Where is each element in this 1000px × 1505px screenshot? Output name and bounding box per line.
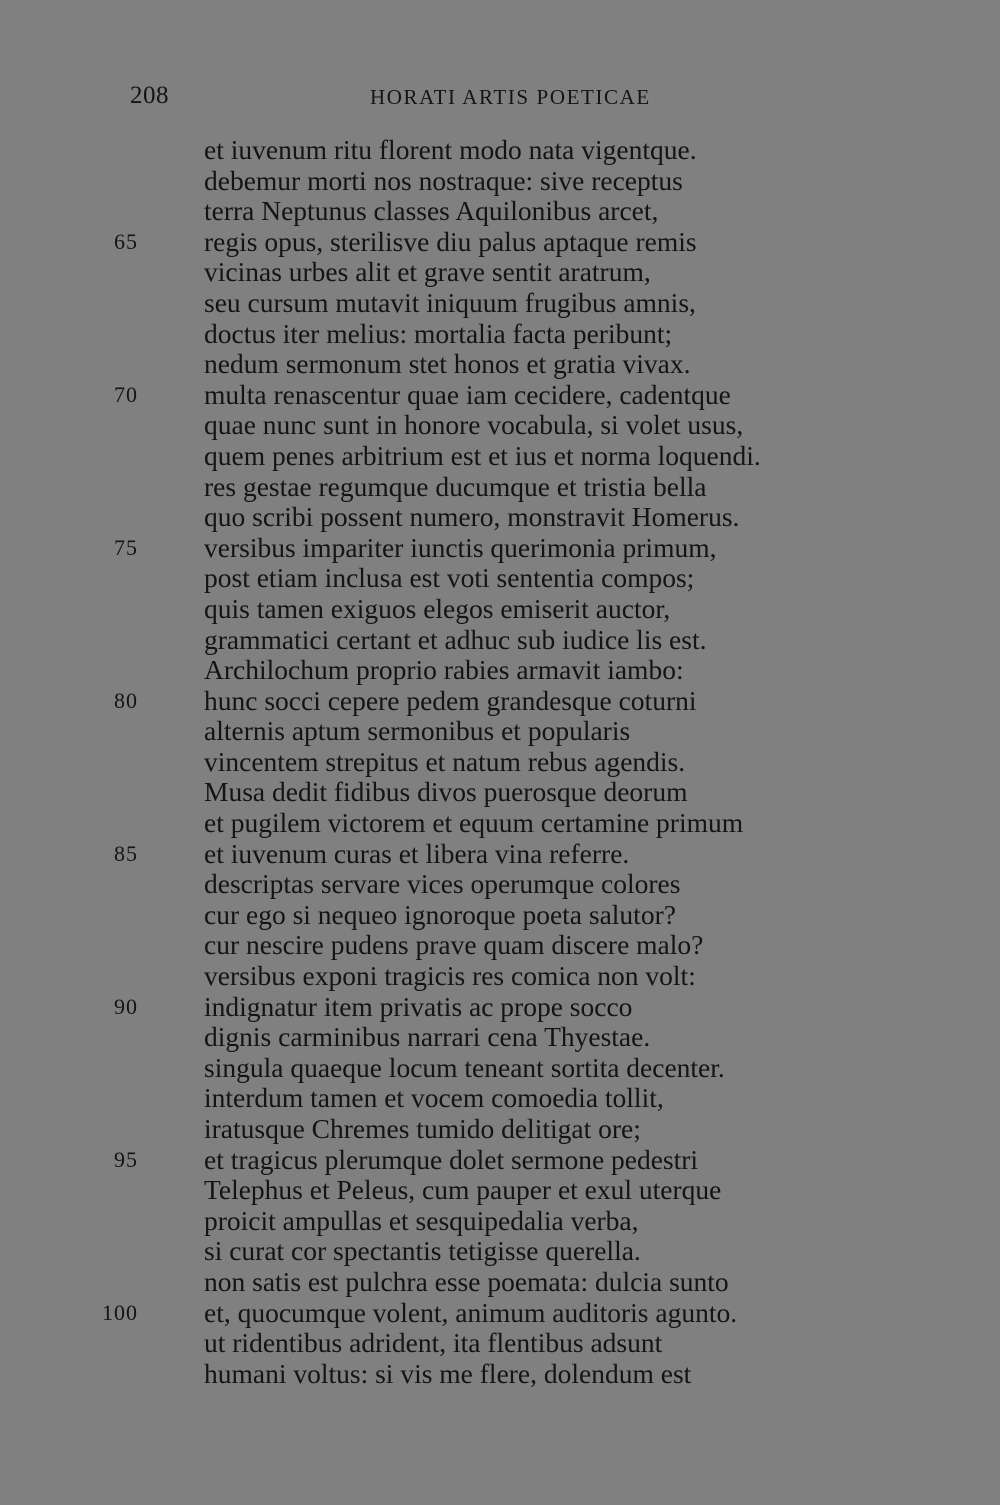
verse-text: Musa dedit fidibus divos puerosque deorum — [204, 776, 688, 808]
verse-text: grammatici certant et adhuc sub iudice lis est. — [204, 623, 707, 655]
verse-line — [0, 502, 1000, 533]
verse-text: quo scribi possent numero, monstravit Homerus. — [204, 501, 740, 533]
verse-text: non satis est pulchra esse poemata: dulcia sunto — [204, 1265, 729, 1297]
verse-line — [0, 1298, 1000, 1329]
verse-line — [0, 196, 1000, 227]
verse-line — [0, 594, 1000, 625]
verse-text: post etiam inclusa est voti sententia compos; — [204, 562, 695, 594]
verse-list — [0, 135, 1000, 1389]
verse-line — [0, 1359, 1000, 1390]
verse-text: singula quaeque locum teneant sortita decenter. — [204, 1051, 725, 1083]
verse-text: proicit ampullas et sesquipedalia verba, — [204, 1204, 639, 1236]
line-number: 85 — [114, 840, 138, 866]
line-number: 100 — [102, 1299, 138, 1325]
verse-text: alternis aptum sermonibus et popularis — [204, 715, 631, 747]
verse-text: interdum tamen et vocem comoedia tollit, — [204, 1082, 664, 1114]
verse-line — [0, 1145, 1000, 1176]
verse-text: seu cursum mutavit iniquum frugibus amnis, — [204, 286, 696, 318]
verse-text: vincentem strepitus et natum rebus agendis. — [204, 745, 686, 777]
verse-line — [0, 1083, 1000, 1114]
verse-line — [0, 1022, 1000, 1053]
verse-line — [0, 135, 1000, 166]
verse-text: dignis carminibus narrari cena Thyestae. — [204, 1021, 651, 1053]
verse-line — [0, 655, 1000, 686]
verse-line — [0, 563, 1000, 594]
verse-line — [0, 1114, 1000, 1145]
verse-text: regis opus, sterilisve diu palus aptaque remis — [204, 225, 697, 257]
line-number: 95 — [114, 1146, 138, 1172]
verse-line — [0, 380, 1000, 411]
verse-line — [0, 900, 1000, 931]
verse-text: et iuvenum curas et libera vina referre. — [204, 837, 630, 869]
verse-line — [0, 410, 1000, 441]
verse-line — [0, 869, 1000, 900]
verse-line — [0, 961, 1000, 992]
verse-line — [0, 839, 1000, 870]
verse-text: et iuvenum ritu florent modo nata vigentque. — [204, 134, 697, 165]
verse-text: iratusque Chremes tumido delitigat ore; — [204, 1113, 641, 1144]
verse-line — [0, 716, 1000, 747]
verse-text: et tragicus plerumque dolet sermone pedestri — [204, 1143, 699, 1175]
verse-text: terra Neptunus classes Aquilonibus arcet, — [204, 195, 659, 227]
verse-line — [0, 166, 1000, 197]
line-number: 65 — [114, 228, 138, 254]
verse-text: versibus impariter iunctis querimonia primum, — [204, 531, 717, 563]
verse-line — [0, 747, 1000, 778]
line-number: 75 — [114, 534, 138, 560]
verse-line — [0, 777, 1000, 808]
verse-line — [0, 288, 1000, 319]
verse-line — [0, 1328, 1000, 1359]
verse-text: Telephus et Peleus, cum pauper et exul uterque — [204, 1174, 722, 1206]
verse-text: res gestae regumque ducumque et tristia bella — [204, 470, 707, 502]
verse-line — [0, 808, 1000, 839]
verse-text: versibus exponi tragicis res comica non volt: — [204, 960, 696, 992]
verse-line — [0, 1267, 1000, 1298]
page-number: 208 — [130, 82, 169, 109]
verse-line — [0, 319, 1000, 350]
verse-text: quis tamen exiguos elegos emiserit auctor, — [204, 592, 671, 624]
verse-text: ut ridentibus adrident, ita flentibus adsunt — [204, 1327, 663, 1359]
verse-line — [0, 472, 1000, 503]
verse-text: et pugilem victorem et equum certamine primum — [204, 807, 744, 839]
verse-text: cur ego si nequeo ignoroque poeta salutor? — [204, 898, 676, 930]
verse-text: quae nunc sunt in honore vocabula, si volet usus, — [204, 409, 744, 441]
line-number: 70 — [114, 381, 138, 407]
verse-text: humani voltus: si vis me flere, dolendum est — [204, 1357, 692, 1389]
verse-line — [0, 257, 1000, 288]
verse-line — [0, 1236, 1000, 1267]
verse-text: nedum sermonum stet honos et gratia vivax. — [204, 348, 691, 380]
running-title: HORATI ARTIS POETICAE — [370, 85, 651, 109]
verse-text: quem penes arbitrium est et ius et norma loquendi. — [204, 439, 761, 471]
verse-text: et, quocumque volent, animum auditoris agunto. — [204, 1296, 738, 1328]
verse-line — [0, 349, 1000, 380]
verse-line — [0, 1175, 1000, 1206]
line-number: 90 — [114, 993, 138, 1019]
verse-text: hunc socci cepere pedem grandesque coturni — [204, 684, 697, 716]
verse-line — [0, 686, 1000, 717]
page-header — [0, 82, 1000, 118]
verse-text: doctus iter melius: mortalia facta peribunt; — [204, 317, 673, 349]
verse-line — [0, 625, 1000, 656]
verse-text: vicinas urbes alit et grave sentit aratrum, — [204, 256, 651, 288]
verse-text: descriptas servare vices operumque colores — [204, 868, 681, 900]
verse-line — [0, 992, 1000, 1023]
verse-line — [0, 441, 1000, 472]
verse-line — [0, 533, 1000, 564]
verse-text: si curat cor spectantis tetigisse querella. — [204, 1235, 641, 1267]
verse-line — [0, 930, 1000, 961]
line-number: 80 — [114, 687, 138, 713]
verse-line — [0, 227, 1000, 258]
verse-text: Archilochum proprio rabies armavit iambo: — [204, 654, 684, 686]
verse-text: multa renascentur quae iam cecidere, cadentque — [204, 378, 731, 410]
verse-line — [0, 1053, 1000, 1084]
verse-text: indignatur item privatis ac prope socco — [204, 990, 633, 1022]
verse-line — [0, 1206, 1000, 1237]
verse-text: debemur morti nos nostraque: sive receptus — [204, 164, 683, 196]
verse-text: cur nescire pudens prave quam discere malo? — [204, 929, 704, 961]
